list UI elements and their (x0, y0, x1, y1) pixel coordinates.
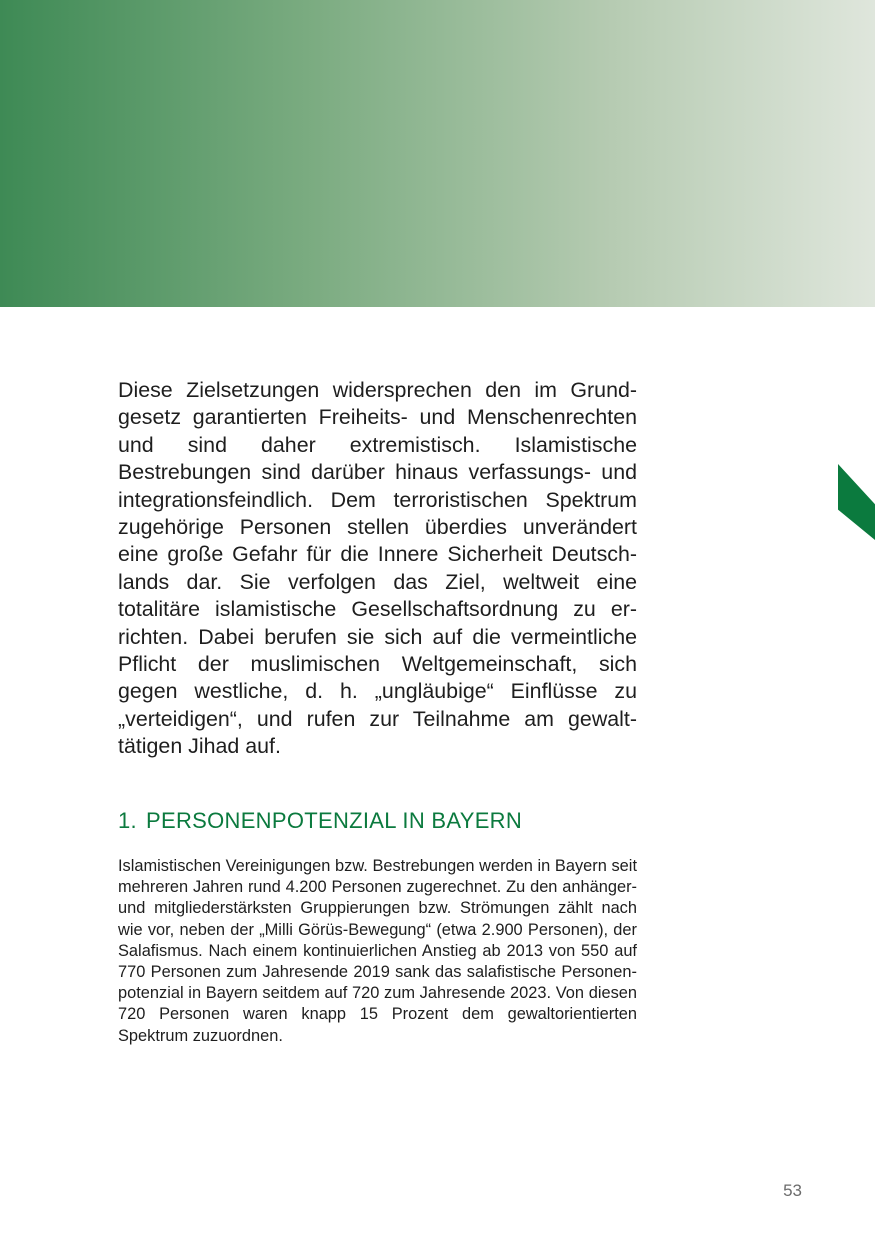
section-number: 1. (118, 808, 137, 833)
intro-paragraph: Diese Zielsetzungen widersprechen den im Grundgesetz garantierten Freiheits- und Menschenrechten und sind daher extremistisch. Islamistische Bestrebungen sind darüber hinaus verfassungs- und integrationsfeindlich. Dem terroristischen Spektrum zugehörige Personen stellen überdies unverändert eine große Gefahr für die Innere Sicherheit Deutschlands dar. Sie verfolgen das Ziel, weltweit eine totalitäre islamistische Gesellschaftsordnung zu errichten. Dabei berufen sie sich auf die vermeintliche Pflicht der muslimischen Weltgemeinschaft, sich gegen westliche, d. h. „ungläubige“ Einflüsse zu „verteidigen“, und rufen zur Teilnahme am gewalttätigen Jihad auf. (118, 378, 637, 759)
header-banner (0, 0, 875, 307)
section-heading (118, 806, 678, 836)
section-title: PERSONENPOTENZIAL IN BAYERN (146, 808, 523, 833)
section-body: Islamistischen Vereinigungen bzw. Bestrebungen werden in Bayern seit mehreren Jahren rund 4.200 Personen zugerechnet. Zu den anhänger- und mitgliederstärksten Gruppierungen bzw. Strömungen zählt nach wie vor, neben der „Milli Görüs-Bewegung“ (etwa 2.900 Personen), der Salafismus. Nach einem kontinuierlichen Anstieg ab 2013 von 550 auf 770 Personen zum Jahresende 2019 sank das salafistische Personenpotenzial in Bayern seitdem auf 720 zum Jahresende 2023. Von diesen 720 Personen waren knapp 15 Prozent dem gewaltorientierten Spektrum zuzuordnen. (118, 857, 637, 1045)
page-number: 53 (783, 1181, 802, 1200)
chapter-tab-marker (838, 464, 875, 540)
